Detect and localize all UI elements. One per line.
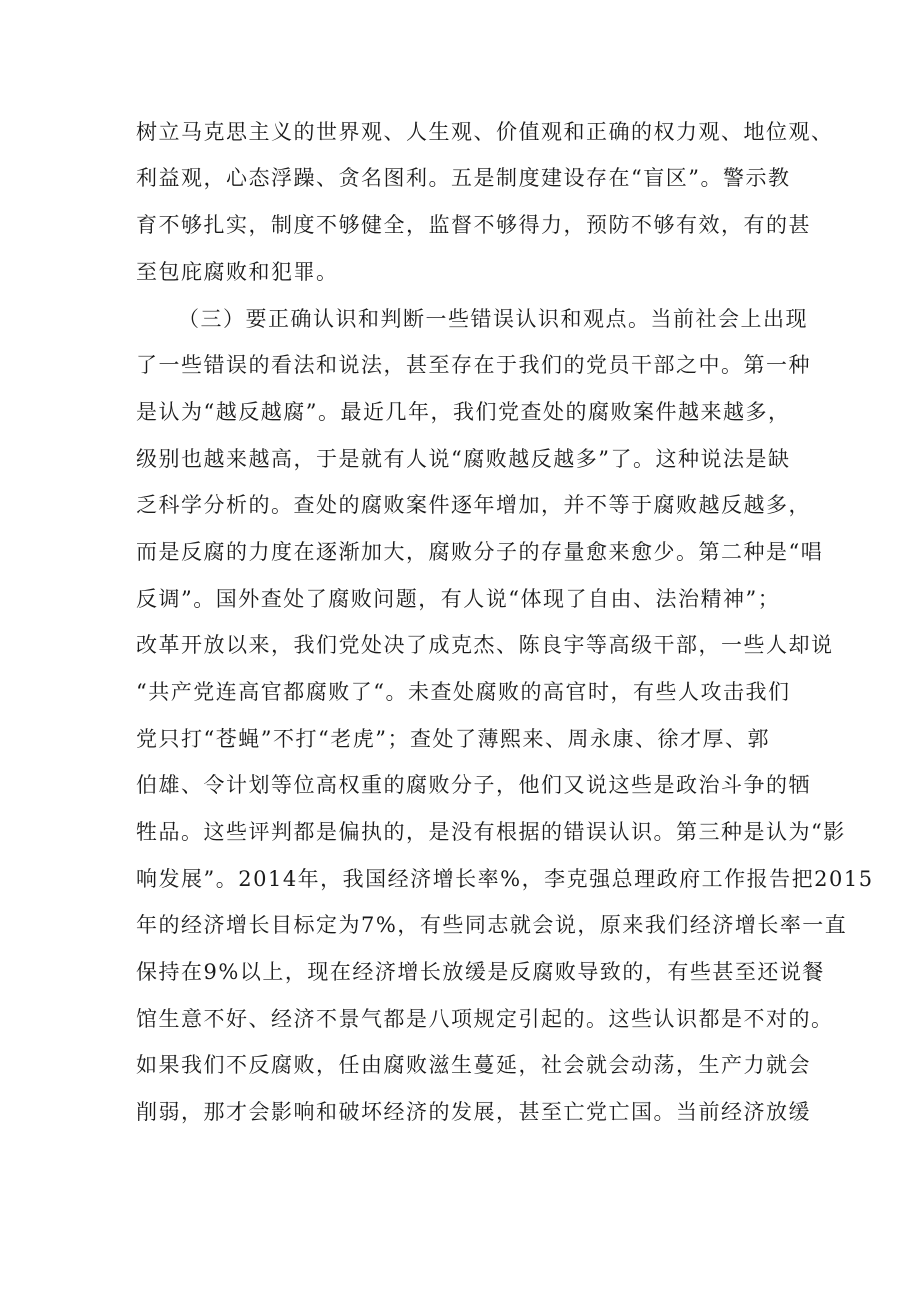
text-line: 树立马克思主义的世界观、人生观、价值观和正确的权力观、地位观、: [136, 120, 834, 144]
text-line: 如果我们不反腐败，任由腐败滋生蔓延，社会就会动荡，生产力就会: [136, 1053, 811, 1077]
text-line: 党只打“苍蝇”不打“老虎”；查处了薄熙来、周永康、徐才厚、郭: [136, 727, 770, 751]
text-line: 而是反腐的力度在逐渐加大，腐败分子的存量愈来愈少。第二种是“唱: [136, 540, 824, 564]
text-line: “共产党连高官都腐败了“。未查处腐败的高官时，有些人攻击我们: [136, 680, 791, 704]
text-line: 保持在9%以上，现在经济增长放缓是反腐败导致的，有些甚至还说餐: [136, 960, 825, 984]
text-line: 育不够扎实，制度不够健全，监督不够得力，预防不够有效，有的甚: [136, 213, 811, 237]
text-line: 反调”。国外查处了腐败问题，有人说“体现了自由、法治精神”；: [136, 587, 781, 611]
text-line: 改革开放以来，我们党处决了成克杰、陈良宇等高级干部，一些人却说: [136, 633, 834, 657]
text-line: 馆生意不好、经济不景气都是八项规定引起的。这些认识都是不对的。: [136, 1007, 834, 1031]
text-line: 响发展”。2014年，我国经济增长率%，李克强总理政府工作报告把2015: [136, 867, 874, 891]
text-line: 是认为“越反越腐”。最近几年，我们党查处的腐败案件越来越多，: [136, 400, 791, 424]
text-line: 至包庇腐败和犯罪。: [136, 260, 339, 284]
text-line: 伯雄、令计划等位高权重的腐败分子，他们又说这些是政治斗争的牺: [136, 773, 811, 797]
text-line: 削弱，那才会影响和破坏经济的发展，甚至亡党亡国。当前经济放缓: [136, 1100, 811, 1124]
text-line: 利益观，心态浮躁、贪名图利。五是制度建设存在“盲区”。警示教: [136, 166, 791, 190]
text-line: 乏科学分析的。查处的腐败案件逐年增加，并不等于腐败越反越多，: [136, 493, 811, 517]
paragraph-heading-line: （三）要正确认识和判断一些错误认识和观点。当前社会上出现: [178, 307, 808, 331]
text-line: 了一些错误的看法和说法，甚至存在于我们的党员干部之中。第一种: [136, 353, 811, 377]
text-line: 年的经济增长目标定为7%，有些同志就会说，原来我们经济增长率一直: [136, 913, 848, 937]
text-line: 级别也越来越高，于是就有人说“腐败越反越多”了。这种说法是缺: [136, 447, 791, 471]
text-line: 牲品。这些评判都是偏执的，是没有根据的错误认识。第三种是认为“影: [136, 820, 846, 844]
